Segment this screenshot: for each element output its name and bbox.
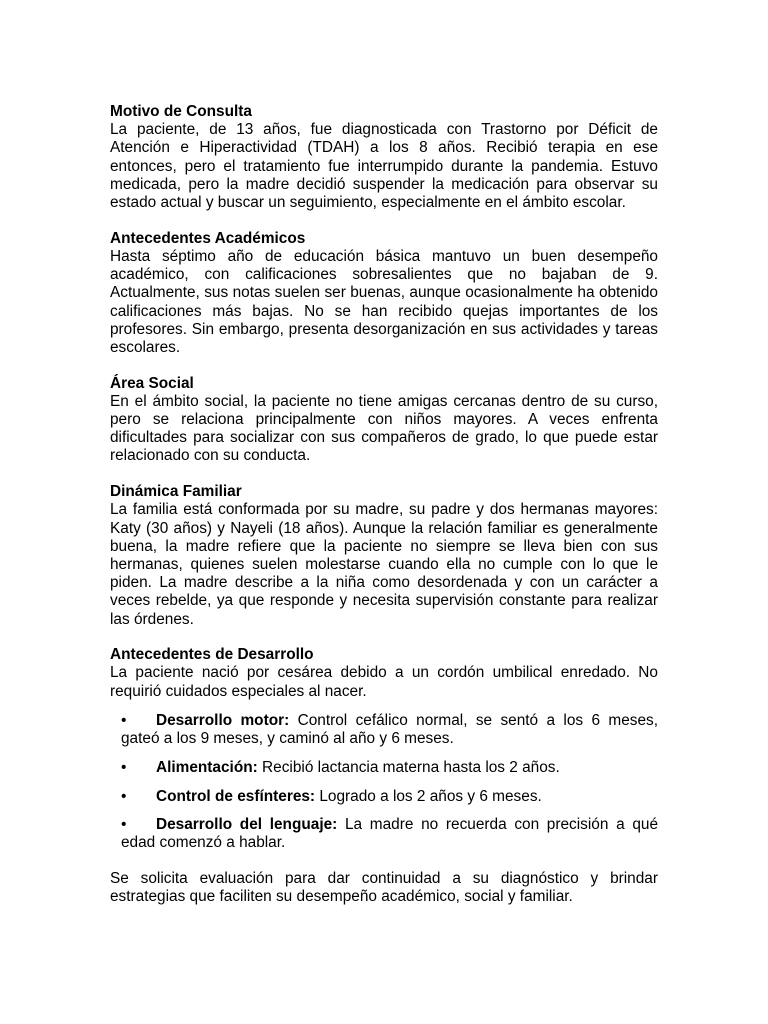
section-heading: Dinámica Familiar — [110, 483, 242, 501]
section-antecedentes-academicos — [110, 230, 658, 357]
list-item-control-esfinteres — [110, 788, 658, 806]
bullet-icon: • — [121, 787, 127, 805]
section-body: La paciente, de 13 años, fue diagnosticada con Trastorno por Déficit de Atención e Hiperactividad (TDAH) a los 8 años. Recibió terapia en ese entonces, pero el tratamiento fue interrumpido durante la pandemia. Estuvo medicada, pero la madre decidió suspender la medicación para observar su estado actual y buscar un seguimiento, especialmente en el ámbito escolar. — [110, 121, 658, 212]
list-item-text: Logrado a los 2 años y 6 meses. — [319, 787, 542, 805]
list-item-desarrollo-lenguaje — [110, 816, 658, 852]
list-item-text: La madre no recuerda con precisión a qué edad comenzó a hablar. — [121, 816, 659, 852]
list-item-desarrollo-motor — [110, 712, 658, 748]
section-heading: Motivo de Consulta — [110, 103, 252, 120]
list-item-term: Control de esfínteres: — [156, 787, 316, 805]
section-motivo-consulta — [110, 103, 658, 212]
section-body: La familia está conformada por su madre, su padre y dos hermanas mayores: Katy (30 años) y Nayeli (18 años). Aunque la relación familiar es generalmente buena, la madre refiere que la paciente no siempre se lleva bien con sus hermanas, quienes suelen molestarse cuando ella no cumple con lo que le piden. La madre describe a la niña como desordenada y con un carácter a veces rebelde, ya que responde y necesita supervisión constante para realizar las órdenes. — [110, 501, 658, 628]
section-heading: Área Social — [110, 374, 194, 392]
section-heading: Antecedentes Académicos — [110, 229, 306, 247]
section-antecedentes-desarrollo — [110, 646, 658, 852]
list-item-term: Desarrollo del lenguaje: — [156, 816, 338, 834]
section-body: Hasta séptimo año de educación básica mantuvo un buen desempeño académico, con calificaciones sobresalientes que no bajaban de 9. Actualmente, sus notas suelen ser buenas, aunque ocasionalmente ha obtenido calificaciones más bajas. No se han recibido quejas importantes de los profesores. Sin embargo, presenta desorganización en sus actividades y tareas escolares. — [110, 247, 658, 356]
section-body: En el ámbito social, la paciente no tiene amigas cercanas dentro de su curso, pero se relaciona principalmente con niños mayores. A veces enfrenta dificultades para socializar con sus compañeros de grado, lo que puede estar relacionado con su conducta. — [110, 392, 658, 465]
list-item-text: Control cefálico normal, se sentó a los 6 meses, gateó a los 9 meses, y caminó al año y 6 meses. — [121, 711, 658, 748]
closing-paragraph: Se solicita evaluación para dar continuidad a su diagnóstico y brindar estrategias que faciliten su desempeño académico, social y familiar. — [110, 870, 658, 906]
document-page — [110, 103, 658, 907]
bullet-icon: • — [121, 816, 127, 834]
section-body: La paciente nació por cesárea debido a un cordón umbilical enredado. No requirió cuidados especiales al nacer. — [110, 664, 658, 700]
section-dinamica-familiar — [110, 483, 658, 629]
list-item-alimentacion — [110, 759, 658, 777]
section-area-social — [110, 375, 658, 466]
list-item-term: Desarrollo motor: — [156, 711, 290, 729]
list-item-text: Recibió lactancia materna hasta los 2 años. — [262, 758, 560, 776]
development-list — [110, 712, 658, 853]
bullet-icon: • — [121, 758, 127, 776]
section-heading: Antecedentes de Desarrollo — [110, 646, 314, 664]
bullet-icon: • — [121, 711, 127, 729]
list-item-term: Alimentación: — [156, 758, 258, 776]
